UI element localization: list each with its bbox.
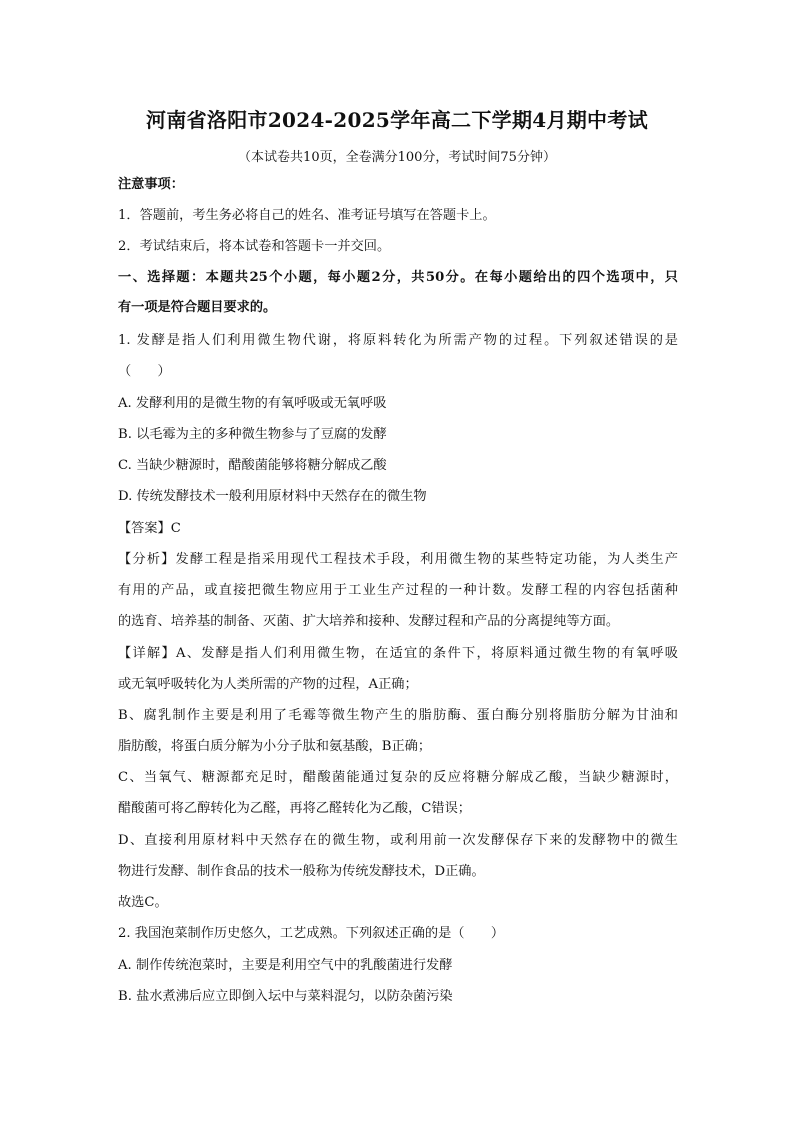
detail-line: 物进行发酵、制作食品的技术一般称为传统发酵技术，D正确。 — [118, 864, 485, 879]
option-b: B. 以毛霉为主的多种微生物参与了豆腐的发酵 — [118, 427, 387, 442]
question-stem-bracket: （ ） — [118, 364, 171, 379]
page-subtitle: （本试卷共10页，全卷满分100分，考试时间75分钟） — [238, 150, 556, 165]
analysis-line: 有用的产品，或直接把微生物应用于工业生产过程的一种计数。发酵工程的内容包括菌种 — [118, 583, 678, 598]
notice-heading: 注意事项： — [118, 177, 184, 192]
section-heading-line: 有一项是符合题目要求的。 — [118, 300, 277, 315]
detail-line: 脂肪酸，将蛋白质分解为小分子肽和氨基酸，B正确； — [118, 739, 432, 754]
detail-line: D、直接利用原材料中天然存在的微生物，或利用前一次发酵保存下来的发酵物中的微生 — [118, 833, 678, 848]
section-heading-line: 一、选择题：本题共25个小题，每小题2分，共50分。在每小题给出的四个选项中，只 — [118, 270, 678, 285]
option-b: B. 盐水煮沸后应立即倒入坛中与菜料混匀，以防杂菌污染 — [118, 989, 453, 1004]
question-stem: 1. 发酵是指人们利用微生物代谢，将原料转化为所需产物的过程。下列叙述错误的是 — [118, 333, 678, 348]
detail-line: B、腐乳制作主要是利用了毛霉等微生物产生的脂肪酶、蛋白酶分别将脂肪分解为甘油和 — [118, 708, 678, 723]
question-stem: 2. 我国泡菜制作历史悠久，工艺成熟。下列叙述正确的是（ ） — [118, 926, 505, 941]
conclusion-line: 故选C。 — [118, 895, 168, 910]
page-title: 河南省洛阳市2024-2025学年高二下学期4月期中考试 — [146, 108, 648, 132]
option-a: A. 发酵利用的是微生物的有氧呼吸或无氧呼吸 — [118, 396, 387, 411]
detail-line: 【详解】A、发酵是指人们利用微生物，在适宜的条件下，将原料通过微生物的有氧呼吸 — [118, 646, 678, 661]
notice-item: 1．答题前，考生务必将自己的姓名、准考证号填写在答题卡上。 — [118, 208, 496, 223]
analysis-line: 的选育、培养基的制备、灭菌、扩大培养和接种、发酵过程和产品的分离提纯等方面。 — [118, 614, 620, 629]
detail-line: 或无氧呼吸转化为人类所需的产物的过程，A正确； — [118, 677, 418, 692]
notice-item: 2．考试结束后，将本试卷和答题卡一并交回。 — [118, 239, 391, 254]
option-a: A. 制作传统泡菜时，主要是利用空气中的乳酸菌进行发酵 — [118, 958, 453, 973]
detail-line: C、当氧气、糖源都充足时，醋酸菌能通过复杂的反应将糖分解成乙酸，当缺少糖源时， — [118, 770, 678, 785]
option-c: C. 当缺少糖源时，醋酸菌能够将糖分解成乙酸 — [118, 458, 387, 473]
answer-line: 【答案】C — [118, 521, 181, 536]
analysis-line: 【分析】发酵工程是指采用现代工程技术手段，利用微生物的某些特定功能，为人类生产 — [118, 552, 678, 567]
detail-line: 醋酸菌可将乙醇转化为乙醛，再将乙醛转化为乙酸，C错误； — [118, 801, 471, 816]
option-d: D. 传统发酵技术一般利用原材料中天然存在的微生物 — [118, 489, 427, 504]
